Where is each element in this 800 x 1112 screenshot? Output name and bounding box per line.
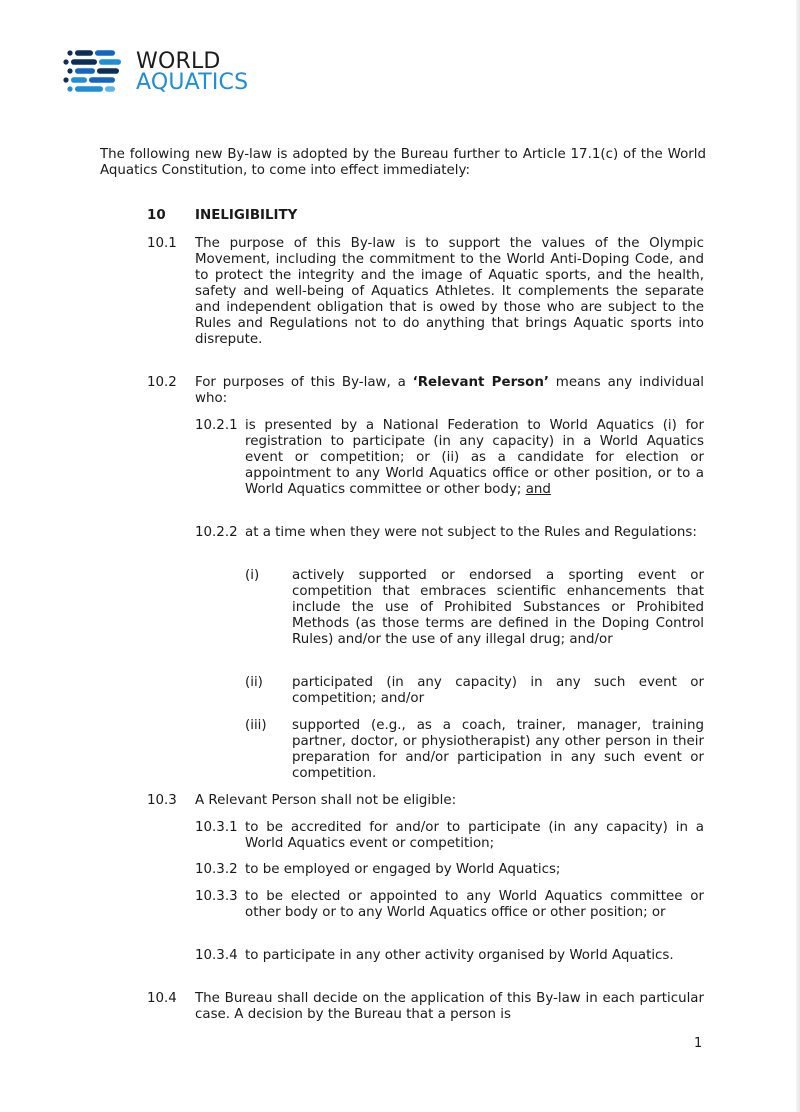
item-text: supported (e.g., as a coach, trainer, manager, training partner, doctor, or physiotherapist) any other person in their preparation for and/or participation in any such event or competition.: [292, 718, 704, 781]
item-number: (i): [245, 568, 260, 583]
clause-text: [195, 375, 704, 407]
subclause-text: at a time when they were not subject to the Rules and Regulations:: [245, 525, 697, 540]
logo-line-world: WORLD: [136, 49, 221, 74]
clause-text-pre: For purposes of this By-law, a: [195, 375, 413, 390]
logo-line-aquatics: AQUATICS: [136, 70, 249, 95]
subclause-number: 10.3.1: [195, 820, 238, 835]
clause-number: 10.2: [147, 375, 177, 390]
item-text: participated (in any capacity) in any such event or competition; and/or: [292, 675, 704, 706]
world-aquatics-logo: [63, 46, 293, 98]
clause-number: 10.4: [147, 991, 177, 1006]
clause-text: The Bureau shall decide on the application of this By-law in each particular case. A decision by the Bureau that a person is: [195, 991, 704, 1022]
subclause-text: to be employed or engaged by World Aquatics;: [245, 862, 561, 877]
item-text: actively supported or endorsed a sporting event or competition that embraces scientific enhancements that include the use of Prohibited Substances or Prohibited Methods (as those terms are defined in the Doping Control Rules) and/or the use of any illegal drug; and/or: [292, 568, 704, 647]
clause-number: 10.1: [147, 236, 177, 251]
page-number: 1: [694, 1036, 703, 1051]
logo-wordmark: [136, 51, 248, 93]
page-edge: [796, 0, 800, 1112]
clause-text: A Relevant Person shall not be eligible:: [195, 793, 457, 808]
section-title: INELIGIBILITY: [195, 208, 298, 223]
subclause-text: to be accredited for and/or to participate (in any capacity) in a World Aquatics event or competition;: [245, 820, 704, 851]
logo-mark-icon: [63, 46, 125, 98]
intro-paragraph: The following new By-law is adopted by the Bureau further to Article 17.1(c) of the World Aquatics Constitution, to come into effect immediately:: [100, 147, 706, 178]
clause-text-post: means any individual who:: [195, 375, 704, 406]
defined-term: ‘Relevant Person’: [412, 375, 549, 390]
item-number: (ii): [245, 675, 263, 690]
clause-number: 10.3: [147, 793, 177, 808]
subclause-number: 10.3.4: [195, 948, 238, 963]
item-number: (iii): [245, 718, 267, 733]
subclause-text: [245, 418, 704, 498]
clause-text: The purpose of this By-law is to support the values of the Olympic Movement, including the commitment to the World Anti-Doping Code, and to protect the integrity and the image of Aquatic sports, and the health, safety and well-being of Aquatics Athletes. It complements the separate and independent obligation that is owed by those who are subject to the Rules and Regulations not to do anything that brings Aquatic sports into disrepute.: [195, 236, 704, 347]
subclause-number: 10.2.2: [195, 525, 238, 540]
subclause-number: 10.2.1: [195, 418, 238, 433]
underlined-and: and: [525, 482, 551, 497]
subclause-number: 10.3.3: [195, 889, 238, 904]
section-number: 10: [147, 208, 166, 223]
subclause-text: to participate in any other activity organised by World Aquatics.: [245, 948, 674, 963]
subclause-text: to be elected or appointed to any World Aquatics committee or other body or to any World Aquatics office or other position; or: [245, 889, 704, 920]
subclause-number: 10.3.2: [195, 862, 238, 877]
subclause-body: is presented by a National Federation to World Aquatics (i) for registration to participate (in any capacity) in a World Aquatics event or competition; or (ii) as a candidate for election or appointment to any World Aquatics office or other position, or to a World Aquatics committee or other body;: [245, 418, 704, 497]
